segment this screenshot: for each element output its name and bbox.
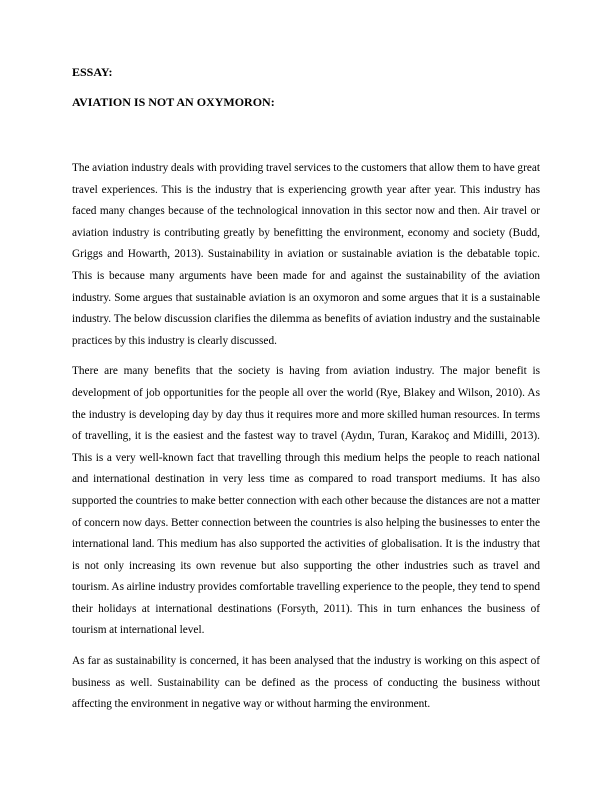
paragraph-benefits: There are many benefits that the society is having from aviation industry. The major benefit is development of job opportunities for the people all over the world (Rye, Blakey and Wilson, 2010). As the industry is developing day by day thus it requires more and more skilled human resources. In terms of travelling, it is the easiest and the fastest way to travel (Aydın, Turan, Karakoç and Midilli, 2013). This is a very well-known fact that travelling through this medium helps the people to reach national and international destination in very less time as compared to road transport mediums. It has also supported the countries to make better connection with each other because the distances are not a matter of concern now days. Better connection between the countries is also helping the businesses to enter the international land. This medium has also supported the activities of globalisation. It is the industry that is not only increasing its own revenue but also supporting the other industries such as travel and tourism. As airline industry provides comfortable travelling experience to the people, they tend to spend their holidays at international destinations (Forsyth, 2011). This in turn enhances the business of tourism at international level. [72,365,540,637]
paragraph-sustainability: As far as sustainability is concerned, it has been analysed that the industry is working on this aspect of business as well. Sustainability can be defined as the process of conducting the business without affecting the environment in negative way or without harming the environment. [72,655,540,711]
paragraph-introduction: The aviation industry deals with providing travel services to the customers that allow them to have great travel experiences. This is the industry that is experiencing growth year after year. This industry has faced many changes because of the technological innovation in this sector now and then. Air travel or aviation industry is contributing greatly by benefitting the environment, economy and society (Budd, Griggs and Howarth, 2013). Sustainability in aviation or sustainable aviation is the debatable topic. This is because many arguments have been made for and against the sustainability of the aviation industry. Some argues that sustainable aviation is an oxymoron and some argues that it is a sustainable industry. The below discussion clarifies the dilemma as benefits of aviation industry and the sustainable practices by this industry is clearly discussed. [72,162,541,347]
essay-label: ESSAY: [72,65,113,79]
essay-title: AVIATION IS NOT AN OXYMORON: [72,95,275,109]
document-body [72,64,540,716]
